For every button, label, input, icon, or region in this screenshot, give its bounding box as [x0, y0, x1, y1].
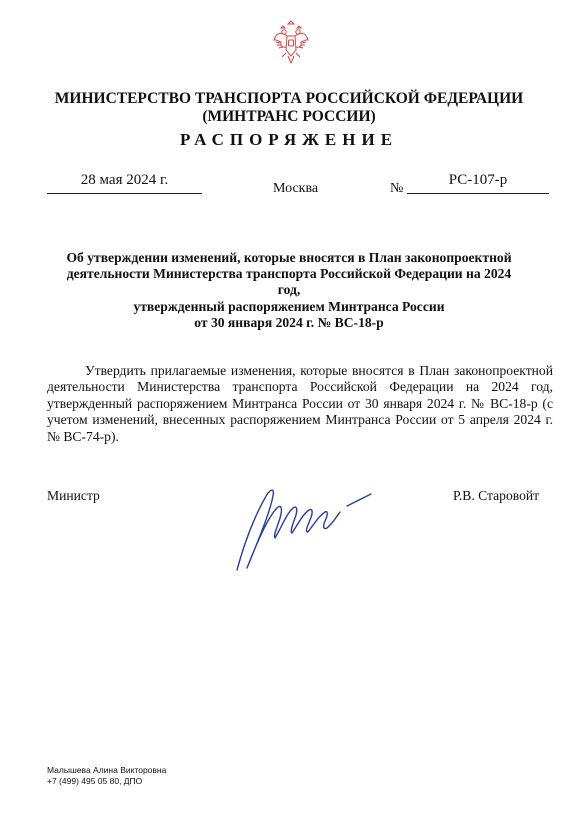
number-sign: №	[390, 181, 404, 196]
signer-role: Министр	[47, 488, 100, 503]
document-date: 28 мая 2024 г.	[80, 172, 169, 188]
subject-line: от 30 января 2024 г. № ВС-18-р	[194, 314, 384, 330]
handwritten-signature	[225, 478, 375, 578]
subject-line: деятельности Министерства транспорта Российской Федерации на 2024 год,	[66, 266, 512, 298]
coat-of-arms-icon	[272, 20, 310, 66]
subject-line: утвержденный распоряжением Минтранса России	[133, 298, 445, 314]
document-type: РАСПОРЯЖЕНИЕ	[179, 130, 399, 149]
document-subject	[60, 250, 518, 331]
number-field	[407, 172, 549, 194]
executor-info	[47, 765, 166, 787]
date-field	[47, 172, 202, 194]
ministry-short-name: (МИНТРАНС РОССИИ)	[202, 108, 376, 125]
ministry-name: МИНИСТЕРСТВО ТРАНСПОРТА РОССИЙСКОЙ ФЕДЕРАЦИИ	[54, 90, 524, 107]
document-body: Утвердить прилагаемые изменения, которые вносятся в План законопроектной деятельности Министерства транспорта Российской Федерации на 2024 год, утвержденный распоряжением Минтранса России от 30 января 2024 г. № ВС-18-р (с учетом изменений, внесенных распоряжением Минтранса России от 5 апреля 2024 г. № ВС-74-р).	[47, 363, 553, 444]
document-number: РС-107-р	[448, 172, 508, 188]
executor-name: Малышева Алина Викторовна	[47, 765, 167, 775]
executor-phone: +7 (499) 495 05 80, ДПО	[47, 776, 143, 786]
subject-line: Об утверждении изменений, которые вносятся в План законопроектной	[66, 250, 512, 265]
signer-name: Р.В. Старовойт	[453, 488, 540, 503]
document-city: Москва	[273, 181, 319, 196]
